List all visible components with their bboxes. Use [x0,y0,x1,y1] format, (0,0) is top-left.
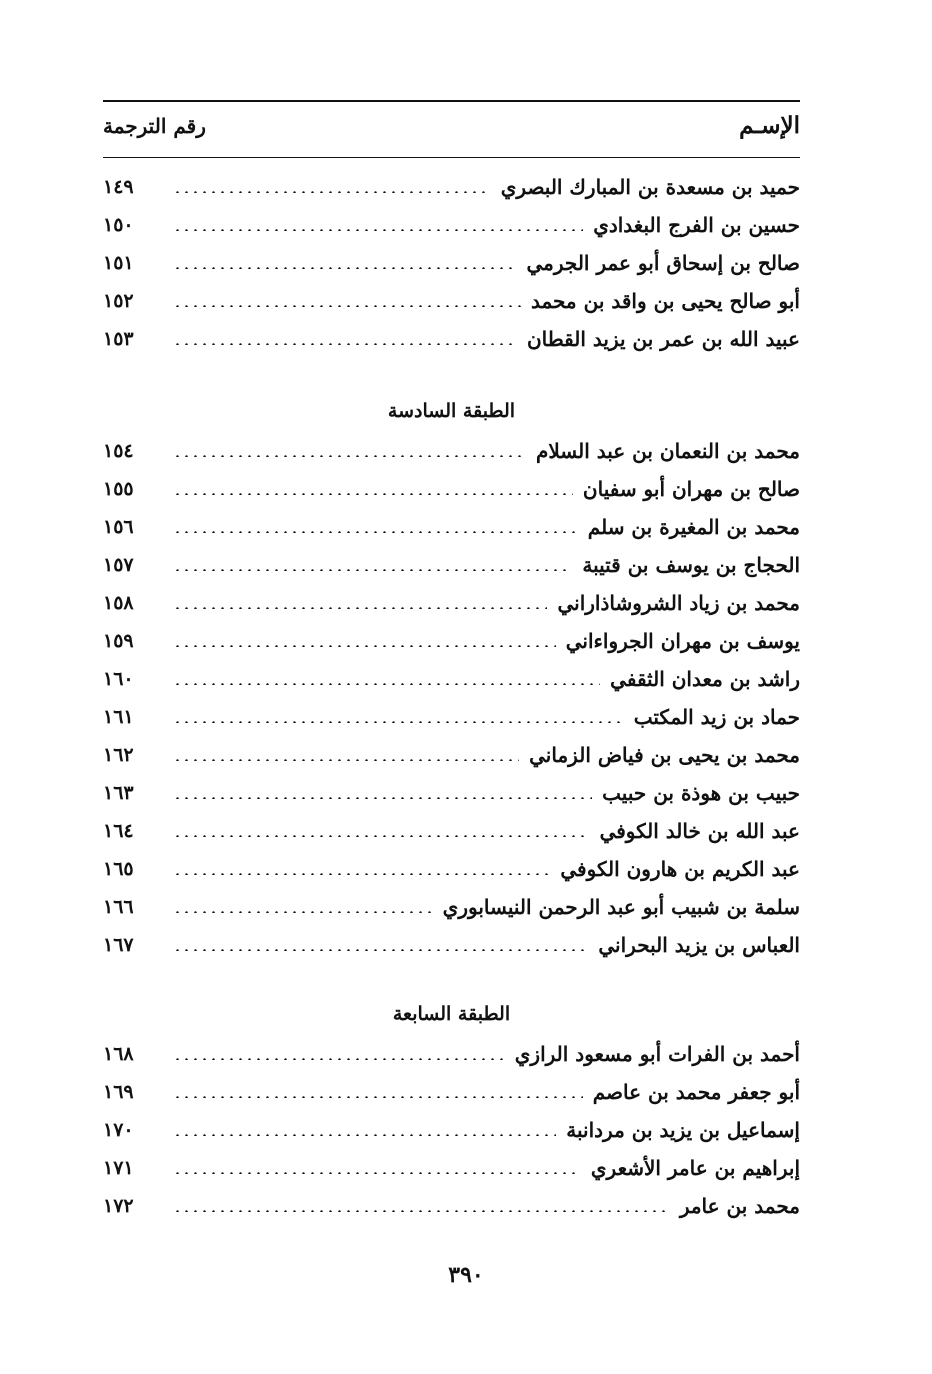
dot-leader [173,607,547,609]
entries-section-7 [103,1035,800,1225]
dot-leader [173,1096,583,1098]
dot-leader [173,229,583,231]
dot-leader [173,1058,505,1060]
entry-number: ١٦٦ [103,896,134,918]
entry-name: صالح بن مهران أبو سفيان [582,477,800,501]
list-item [103,584,800,622]
name-column-header: الإسـم [739,112,800,139]
list-item [103,736,800,774]
entry-number: ١٥٦ [103,516,134,538]
list-item [103,1149,800,1187]
list-item [103,244,800,282]
dot-leader [173,267,517,269]
dot-leader [173,645,556,647]
entry-number: ١٦٢ [103,744,134,766]
entry-name: يوسف بن مهران الجرواءاني [565,629,800,653]
entry-name: أبو صالح يحيى بن واقد بن محمد [530,289,800,313]
entry-name: صالح بن إسحاق أبو عمر الجرمي [526,251,800,275]
entry-name: حماد بن زيد المكتب [633,705,800,729]
entry-number: ١٦٠ [103,668,134,690]
entry-number: ١٥٠ [103,214,134,236]
entry-number: ١٥٧ [103,554,134,576]
entry-name: عبيد الله بن عمر بن يزيد القطان [526,327,800,351]
list-item [103,774,800,812]
list-item [103,888,800,926]
entry-number: ١٦٥ [103,858,134,880]
list-item [103,622,800,660]
entry-name: أحمد بن الفرات أبو مسعود الرازي [514,1042,800,1066]
list-item [103,1073,800,1111]
dot-leader [173,343,517,345]
entry-number: ١٥٨ [103,592,134,614]
list-item [103,432,800,470]
entry-name: الحجاج بن يوسف بن قتيبة [582,553,800,577]
entry-number: ١٥٩ [103,630,134,652]
entry-name: محمد بن زياد الشروشاذاراني [557,591,800,615]
dot-leader [173,305,521,307]
list-item [103,660,800,698]
list-item [103,282,800,320]
list-item [103,1035,800,1073]
entry-number: ١٦٩ [103,1081,134,1103]
entry-name: حميد بن مسعدة بن المبارك البصري [500,175,800,199]
entry-number: ١٥٥ [103,478,134,500]
list-item [103,546,800,584]
entry-number: ١٥٤ [103,440,134,462]
entry-name: العباس بن يزيد البحراني [598,933,800,957]
number-column-header: رقم الترجمة [103,114,206,138]
page-number: ٣٩٠ [448,1262,484,1288]
entry-name: أبو جعفر محمد بن عاصم [592,1080,800,1104]
entries-section-6 [103,432,800,964]
entry-name: حسين بن الفرج البغدادي [593,213,800,237]
entry-number: ١٤٩ [103,176,134,198]
header-rule [103,157,800,158]
table-header [103,112,800,152]
entry-name: إسماعيل بن يزيد بن مردانبة [566,1118,800,1142]
section-title-7: الطبقة السابعة [392,1003,511,1025]
list-item [103,320,800,358]
entry-number: ١٦١ [103,706,134,728]
list-item [103,1187,800,1225]
dot-leader [173,1134,556,1136]
dot-leader [173,191,491,193]
entry-number: ١٦٣ [103,782,134,804]
list-item [103,698,800,736]
entry-name: محمد بن عامر [679,1194,800,1218]
list-item [103,812,800,850]
list-item [103,508,800,546]
list-item [103,470,800,508]
dot-leader [173,531,578,533]
entry-number: ١٧٢ [103,1195,134,1217]
list-item [103,850,800,888]
entry-number: ١٦٨ [103,1043,134,1065]
entry-number: ١٥٢ [103,290,134,312]
list-item [103,926,800,964]
dot-leader [173,797,592,799]
entries-group-1 [103,168,800,358]
entry-name: عبد الله بن خالد الكوفي [599,819,800,843]
top-rule [103,100,800,102]
entry-number: ١٦٧ [103,934,134,956]
dot-leader [173,1210,670,1212]
entry-number: ١٦٤ [103,820,134,842]
section-title-6: الطبقة السادسة [387,400,516,422]
entry-name: عبد الكريم بن هارون الكوفي [560,857,800,881]
entry-number: ١٥١ [103,252,134,274]
dot-leader [173,683,600,685]
dot-leader [173,493,573,495]
list-item [103,1111,800,1149]
list-item [103,206,800,244]
dot-leader [173,1172,581,1174]
dot-leader [173,569,572,571]
entry-name: محمد بن النعمان بن عبد السلام [535,439,800,463]
dot-leader [173,455,526,457]
entry-name: سلمة بن شبيب أبو عبد الرحمن النيسابوري [442,895,800,919]
entry-name: إبراهيم بن عامر الأشعري [590,1156,800,1180]
dot-leader [173,721,624,723]
entry-name: حبيب بن هوذة بن حبيب [602,781,800,805]
entry-name: محمد بن المغيرة بن سلم [587,515,800,539]
dot-leader [173,873,550,875]
entry-name: محمد بن يحيى بن فياض الزماني [529,743,800,767]
entry-number: ١٧١ [103,1157,134,1179]
dot-leader [173,835,590,837]
entry-number: ١٥٣ [103,328,134,350]
dot-leader [173,949,588,951]
dot-leader [173,759,519,761]
entry-number: ١٧٠ [103,1119,134,1141]
entry-name: راشد بن معدان الثقفي [610,667,800,691]
list-item [103,168,800,206]
dot-leader [173,911,433,913]
